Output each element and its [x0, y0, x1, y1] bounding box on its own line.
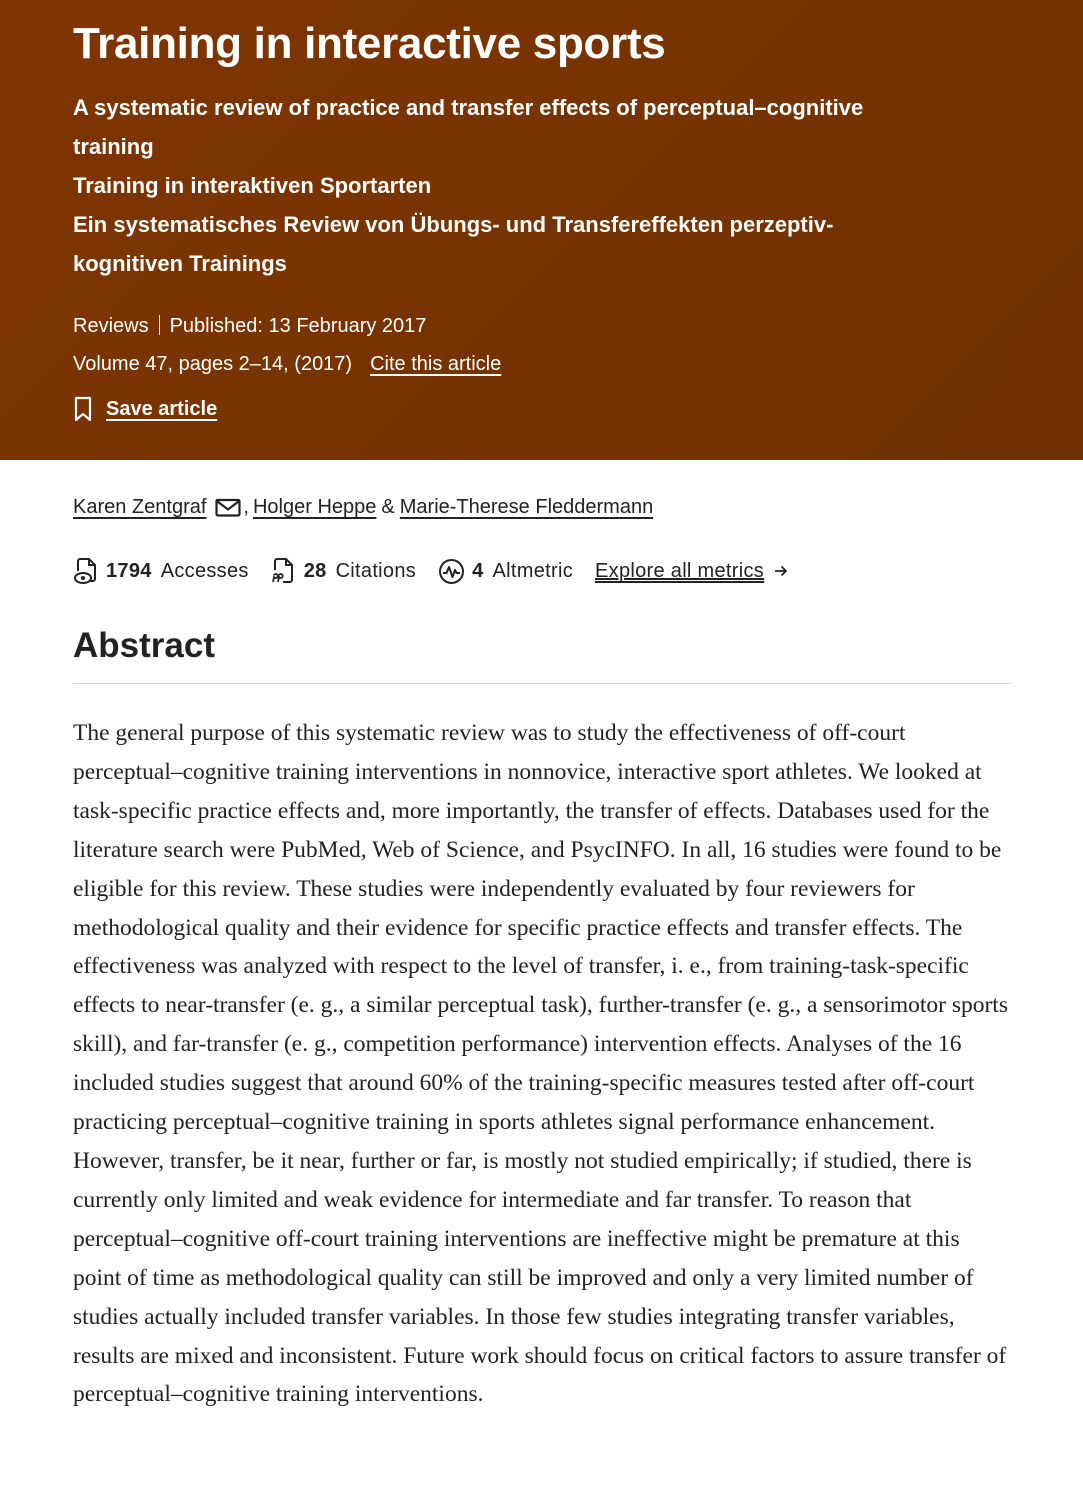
article-metrics — [73, 556, 1010, 586]
cite-article-link[interactable]: Cite this article — [370, 353, 502, 375]
author-link[interactable]: Marie-Therese Fleddermann — [399, 496, 654, 518]
bookmark-icon — [73, 396, 93, 423]
author-link[interactable]: Karen Zentgraf — [73, 496, 207, 518]
mail-icon[interactable] — [214, 495, 242, 519]
accesses-label: Accesses — [160, 560, 249, 582]
meta-line-2 — [73, 345, 1010, 383]
explore-metrics-label: Explore all metrics — [595, 560, 765, 582]
meta-line-1 — [73, 307, 1010, 345]
title-german: Training in interaktiven Sportarten — [73, 173, 432, 198]
abstract-heading: Abstract — [73, 626, 215, 665]
arrow-right-icon — [773, 563, 789, 579]
document-eye-icon — [73, 557, 99, 585]
document-quote-icon — [271, 557, 297, 585]
subtitle-german: Ein systematisches Review von Übungs- und Transfereffekten perzeptiv-kognitiven Trainings — [73, 212, 834, 276]
article-meta — [73, 307, 1010, 383]
article-header — [0, 0, 1083, 460]
article-subtitles — [73, 88, 943, 283]
abstract-text: The general purpose of this systematic review was to study the effectiveness of off-court perceptual–cognitive training interventions in nonnovice, interactive sport athletes. We looked at task-specific practice effects and, more importantly, the transfer of effects. Databases used for the literature search were PubMed, Web of Science, and PsycINFO. In all, 16 studies were found to be eligible for this review. These studies were independently evaluated by four reviewers for methodological quality and their evidence for specific practice effects and transfer effects. The effectiveness was analyzed with respect to the level of transfer, i. e., from training-task-specific effects to near-transfer (e. g., a similar perceptual task), further-transfer (e. g., a sensorimotor sports skill), and far-transfer (e. g., competition performance) intervention effects. Analyses of the 16 included studies suggest that around 60% of the training-specific measures tested after off-court practicing perceptual–cognitive training in sports athletes signal performance enhancement. However, transfer, be it near, further or far, is mostly not studied empirically; if studied, there is currently only limited and weak evidence for intermediate and far transfer. To reason that perceptual–cognitive off-court training interventions are ineffective might be premature at this point of time as methodological quality can still be improved and only a very limited number of studies actually included transfer variables. In those few studies integrating transfer variables, results are mixed and inconsistent. Future work should focus on critical factors to assure transfer of perceptual–cognitive training interventions. — [73, 720, 1008, 1408]
accesses-metric — [73, 556, 249, 586]
volume-info: Volume 47, pages 2–14, (2017) — [73, 353, 353, 375]
explore-metrics-link[interactable] — [595, 556, 789, 586]
article-content — [0, 492, 1083, 1414]
author-ampersand: & — [381, 496, 395, 518]
section-divider — [73, 683, 1013, 684]
activity-icon — [438, 558, 465, 585]
article-type: Reviews — [73, 315, 149, 337]
article-title: Training in interactive sports — [73, 19, 666, 68]
author-list — [73, 492, 1010, 522]
meta-divider — [159, 315, 160, 335]
altmetric-metric — [438, 556, 573, 586]
citations-label: Citations — [335, 560, 417, 582]
accesses-count: 1794 — [106, 560, 152, 582]
altmetric-count: 4 — [472, 560, 484, 582]
author-separator: , — [243, 496, 249, 518]
published-date: Published: 13 February 2017 — [169, 315, 427, 337]
citations-metric — [271, 556, 416, 586]
save-article-label[interactable]: Save article — [106, 398, 218, 420]
subtitle-english: A systematic review of practice and transfer effects of perceptual–cognitive training — [73, 95, 864, 159]
altmetric-label: Altmetric — [492, 560, 573, 582]
author-link[interactable]: Holger Heppe — [252, 496, 377, 518]
save-article-button[interactable] — [73, 396, 217, 423]
citations-count: 28 — [303, 560, 327, 582]
